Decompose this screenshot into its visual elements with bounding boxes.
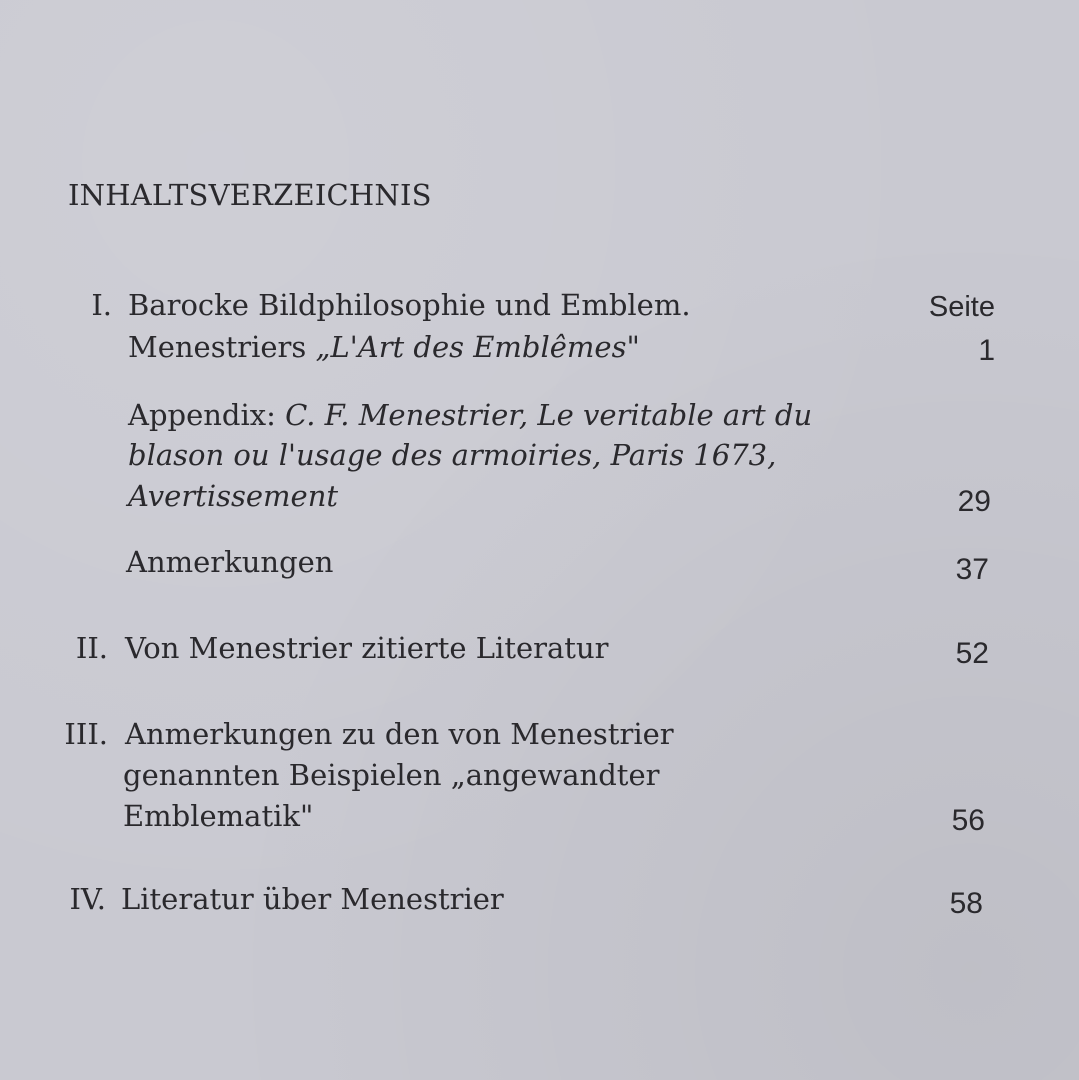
entry-2-title: Von Menestrier zitierte Literatur xyxy=(125,631,609,665)
entry-3-page: 56 xyxy=(951,804,985,837)
entry-1-page: 1 xyxy=(978,334,995,367)
toc-heading: INHALTSVERZEICHNIS xyxy=(68,178,432,212)
entry-3-title-line-3: Emblematik" xyxy=(123,799,314,833)
notes-title: Anmerkungen xyxy=(126,545,334,579)
entry-1-numeral: I. xyxy=(91,288,112,322)
entry-1-title-line-2 xyxy=(128,326,640,368)
appendix-line-3: Avertissement xyxy=(128,479,339,513)
entry-1-title-line-1: Barocke Bildphilosophie und Emblem. xyxy=(128,288,691,322)
appendix-page: 29 xyxy=(957,485,991,518)
entry-3-title-line-2: genannten Beispielen „angewandter xyxy=(123,758,660,792)
entry-1-title-italic: „L'Art des Emblêmes" xyxy=(315,330,640,364)
entry-3-numeral: III. xyxy=(64,717,108,751)
entry-4-page: 58 xyxy=(949,887,983,920)
entry-4-numeral: IV. xyxy=(69,882,106,916)
entry-3-title-line-1: Anmerkungen zu den von Menestrier xyxy=(125,717,674,751)
entry-1-title-plain: Menestriers xyxy=(128,330,316,364)
page-label: Seite xyxy=(928,291,995,323)
entry-2-page: 52 xyxy=(955,637,989,670)
appendix-label: Appendix: xyxy=(128,398,286,432)
appendix-line-2: blason ou l'usage des armoiries, Paris 1673, xyxy=(128,438,777,472)
entry-2-numeral: II. xyxy=(75,631,108,665)
entry-4-title: Literatur über Menestrier xyxy=(121,882,504,916)
notes-page: 37 xyxy=(955,553,989,586)
appendix-title-italic: C. F. Menestrier, Le veritable art du xyxy=(285,398,813,432)
appendix-line-1 xyxy=(128,394,812,436)
